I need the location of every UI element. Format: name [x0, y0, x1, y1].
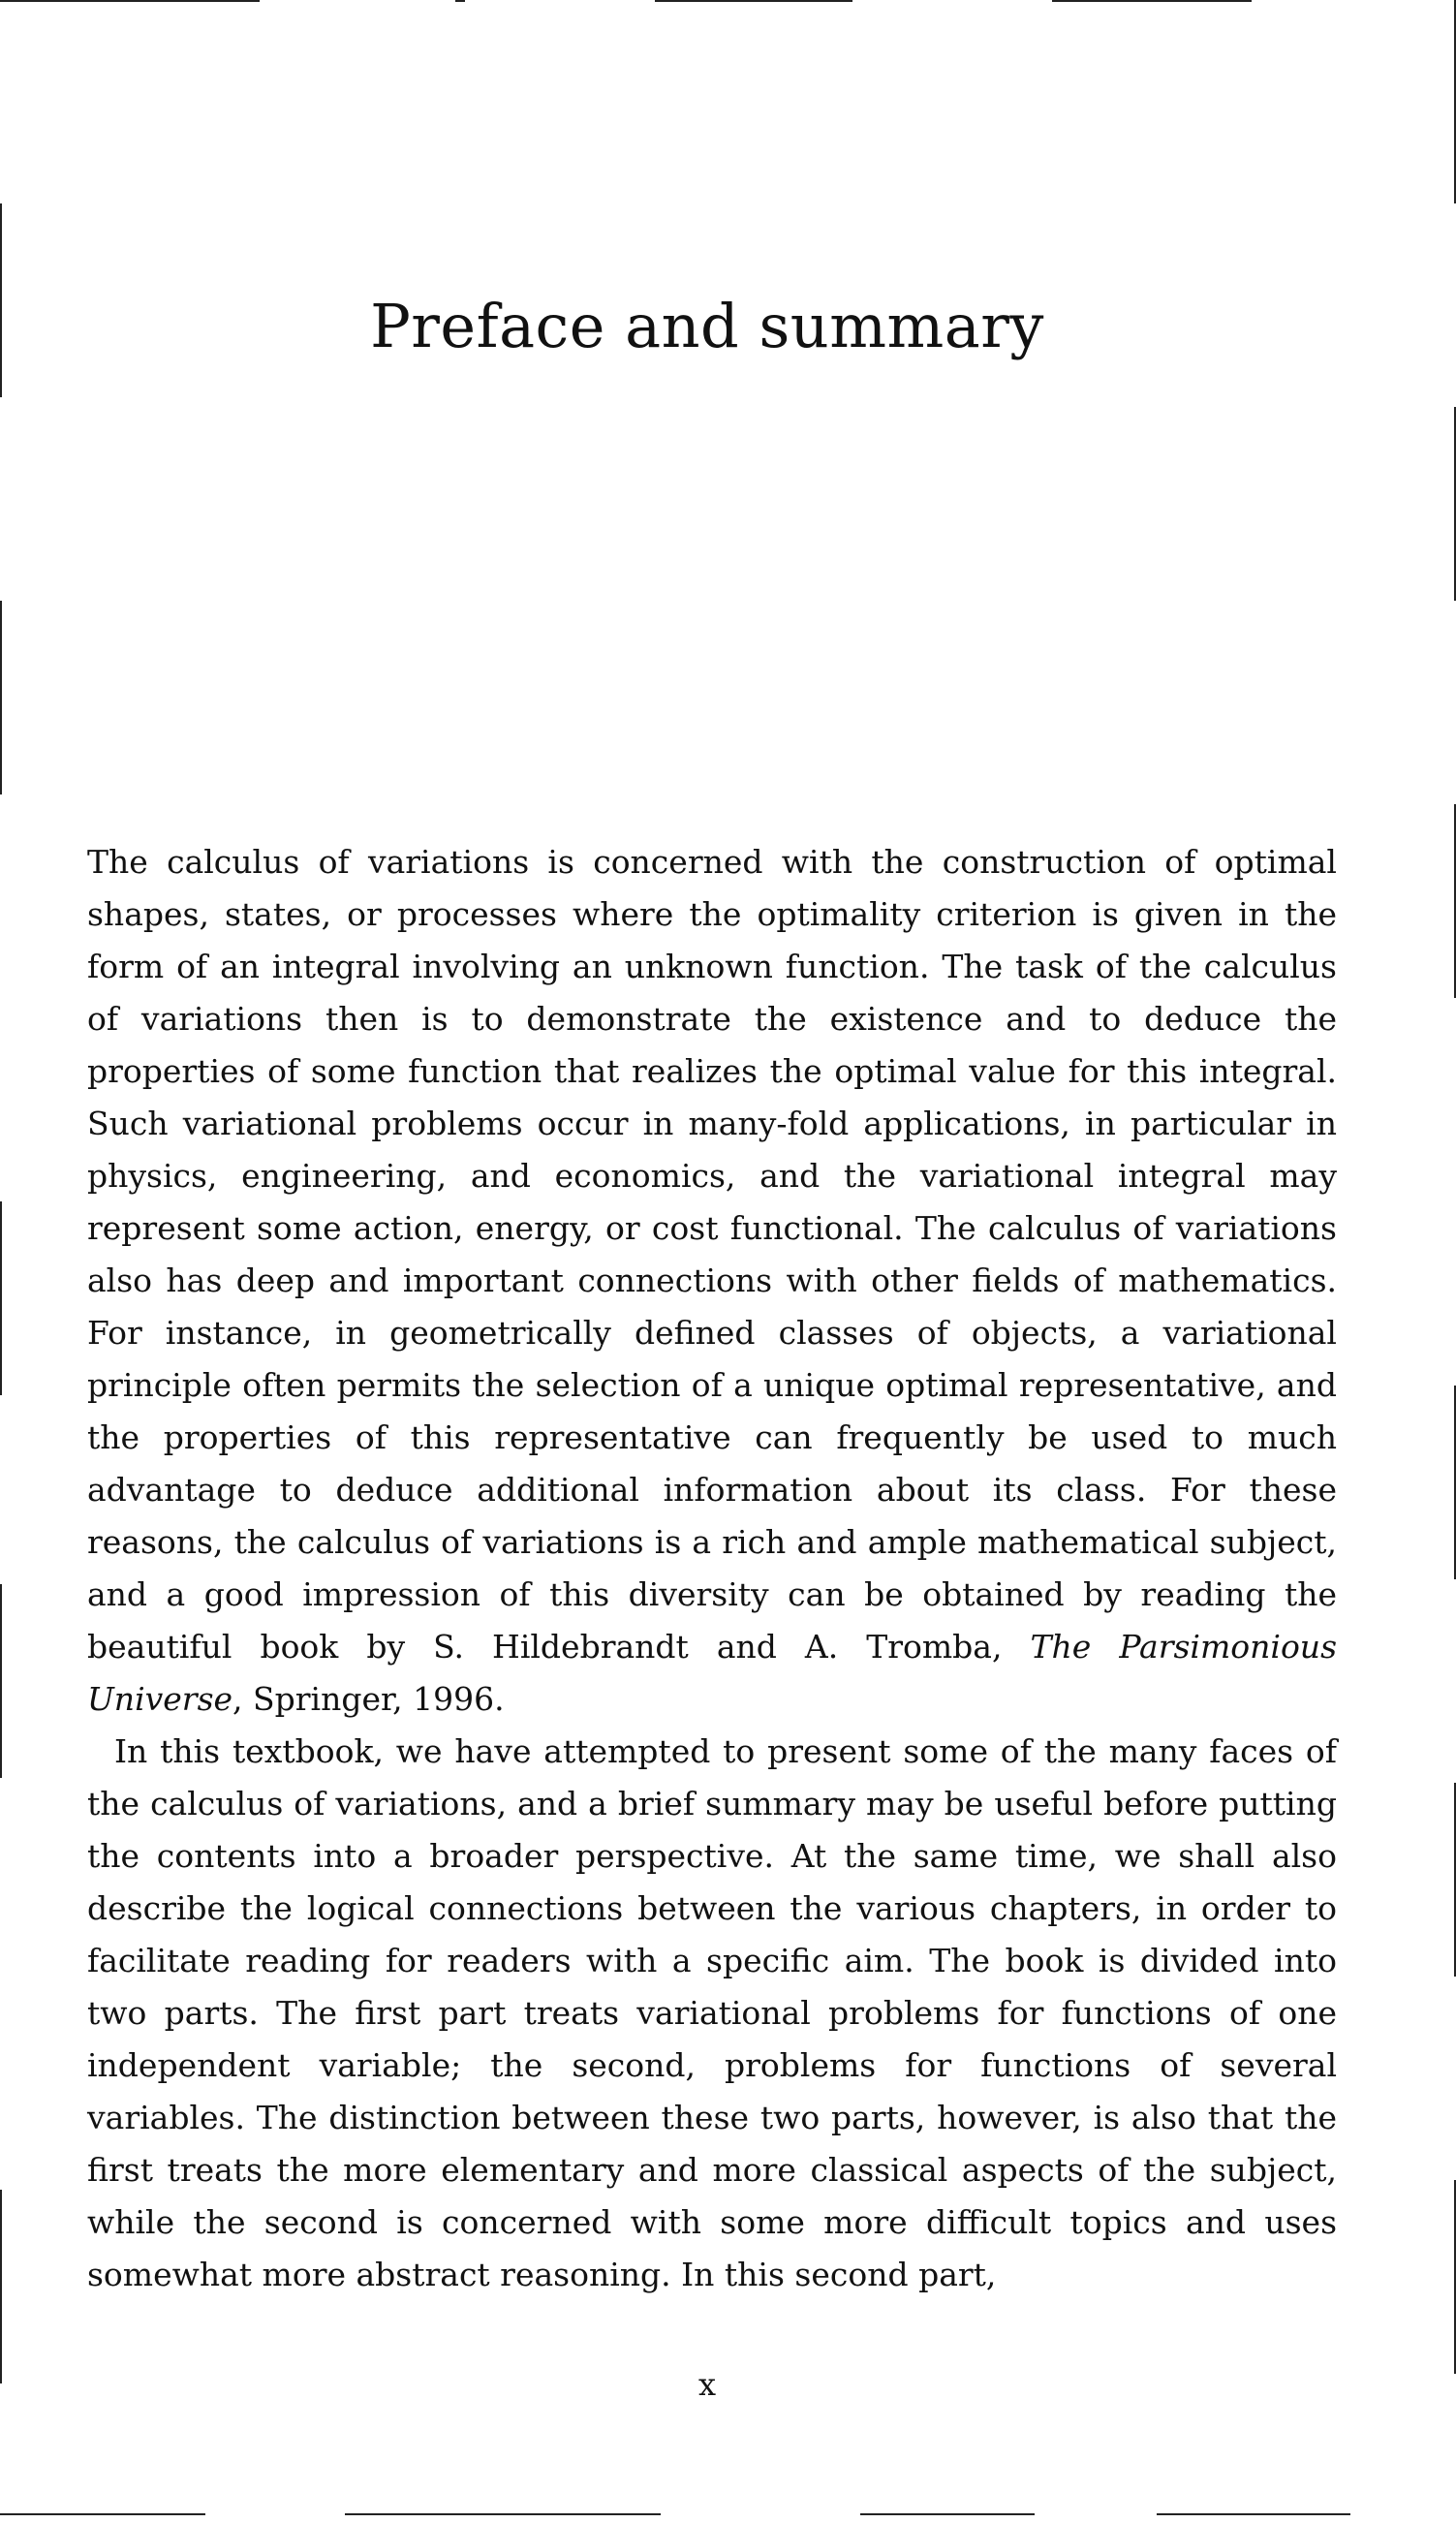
bottom-edge-rule-3	[860, 2513, 1035, 2515]
paragraph-2: In this textbook, we have attempted to present some of the many faces of the calculus of variations, and a brief summary may be useful before putting the contents into a broader perspective. At the same time, we shall also describe the logical connections between the various chapters, in order to facilitate reading for readers with a specific aim. The book is divided into two parts. The first part treats variational problems for functions of one independent variable; the second, problems for functions of several variables. The distinction between these two parts, however, is also that the first treats the more elementary and more classical aspects of the subject, while the second is concerned with some more difficult topics and uses somewhat more abstract reasoning. In this second part,	[87, 1732, 1337, 2293]
page-number: x	[697, 2366, 717, 2403]
body-text	[87, 836, 1337, 2301]
bottom-edge-rule-4	[1157, 2513, 1350, 2515]
left-edge-rule-4	[0, 1584, 2, 1778]
paragraph-1-text: The calculus of variations is concerned with the construction of optimal shapes, states, or processes where the optimality criterion is given in the form of an integral involving an unknown function. The task of the calculus of variations then is to demonstrate the existence and to deduce the properties of some function that realizes the optimal value for this integral. Such variational problems occur in many-fold applications, in particular in physics, engineering, and economics, and the variational integral may represent some action, energy, or cost functional. The calculus of variations also has deep and important connections with other fields of mathematics. For instance, in geometrically defined classes of objects, a variational principle often permits the selection of a unique optimal representative, and the properties of this representative can frequently be used to much advantage to deduce additional information about its class. For these reasons, the calculus of variations is a rich and ample mathematical subject, and a good impression of this diversity can be obtained by reading the beautiful book by S. Hildebrandt and A. Tromba,	[87, 843, 1337, 1666]
paragraph-1-citation: , Springer, 1996.	[232, 1680, 505, 1718]
top-edge-rule-1	[0, 0, 260, 2]
page-title: Preface and summary	[370, 291, 1044, 361]
bottom-edge-rule-2	[345, 2513, 661, 2515]
paragraph-1	[87, 836, 1337, 1726]
book-title: The Parsimonious Universe	[87, 1628, 1337, 1718]
left-edge-rule-3	[0, 1201, 2, 1395]
top-edge-rule-4	[1052, 0, 1252, 2]
left-edge-rule-5	[0, 2190, 2, 2383]
top-edge-rule-2	[455, 0, 465, 2]
left-edge-rule-2	[0, 601, 2, 794]
top-edge-rule-3	[655, 0, 852, 2]
bottom-edge-rule-1	[0, 2513, 205, 2515]
